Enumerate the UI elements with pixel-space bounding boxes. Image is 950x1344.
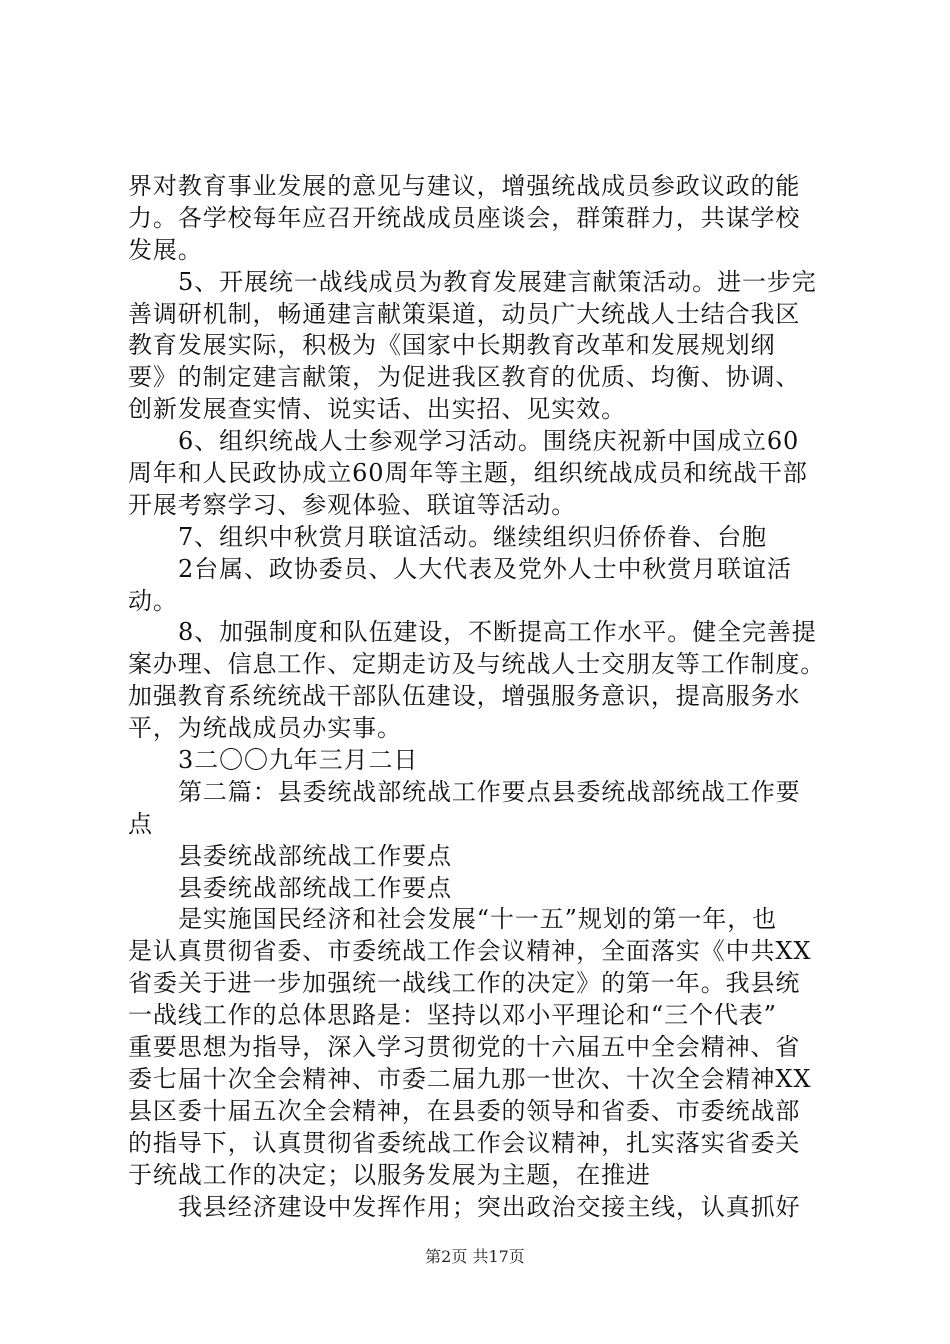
text-line: 第二篇：县委统战部统战工作要点县委统战部统战工作要 — [178, 777, 801, 806]
text-line: 的指导下，认真贯彻省委统战工作会议精神，扎实落实省委关 — [128, 1128, 801, 1157]
text-line: 点 — [128, 809, 153, 838]
text-line: 重要思想为指导，深入学习贯彻党的十六届五中全会精神、省 — [128, 1033, 801, 1062]
text-line: 委七届十次全会精神、市委二届九那一世次、十次全会精神XX — [128, 1064, 812, 1093]
text-line: 创新发展查实情、说实话、出实招、见实效。 — [128, 395, 626, 424]
text-line: 是认真贯彻省委、市委统战工作会议精神，全面落实《中共XX — [128, 937, 812, 966]
text-line: 3二〇〇九年三月二日 — [178, 746, 419, 775]
text-line: 教育发展实际，积极为《国家中长期教育改革和发展规划纲 — [128, 331, 776, 360]
text-line: 县委统战部统战工作要点 — [178, 841, 452, 870]
text-line: 我县经济建设中发挥作用；突出政治交接主线，认真抓好 — [178, 1192, 801, 1221]
text-line: 是实施国民经济和社会发展“十一五”规划的第一年，也 — [178, 905, 778, 934]
text-line: 周年和人民政协成立60周年等主题，组织统战成员和统战干部 — [128, 459, 808, 488]
text-line: 县委统战部统战工作要点 — [178, 873, 452, 902]
text-line: 8、加强制度和队伍建设，不断提高工作水平。健全完善提 — [178, 618, 817, 647]
text-line: 7、组织中秋赏月联谊活动。继续组织归侨侨眷、台胞 — [178, 522, 767, 551]
text-line: 2台属、政协委员、人大代表及党外人士中秋赏月联谊活 — [178, 554, 792, 583]
text-line: 动。 — [128, 586, 178, 615]
text-line: 开展考察学习、参观体验、联谊等活动。 — [128, 490, 577, 519]
text-line: 县区委十届五次全会精神，在县委的领导和省委、市委统战部 — [128, 1096, 801, 1125]
text-line: 力。各学校每年应召开统战成员座谈会，群策群力，共谋学校 — [128, 203, 801, 232]
text-line: 加强教育系统统战干部队伍建设，增强服务意识，提高服务水 — [128, 682, 801, 711]
text-line: 案办理、信息工作、定期走访及与统战人士交朋友等工作制度。 — [128, 650, 826, 679]
text-line: 善调研机制，畅通建言献策渠道，动员广大统战人士结合我区 — [128, 299, 801, 328]
text-line: 省委关于进一步加强统一战线工作的决定》的第一年。我县统 — [128, 969, 801, 998]
page-footer: 第2页 共17页 — [425, 1247, 525, 1266]
text-line: 于统战工作的决定；以服务发展为主题，在推进 — [128, 1160, 651, 1189]
text-line: 发展。 — [128, 235, 203, 264]
text-line: 平，为统战成员办实事。 — [128, 714, 402, 743]
text-line: 一战线工作的总体思路是：坚持以邓小平理论和“三个代表” — [128, 1001, 777, 1030]
text-line: 界对教育事业发展的意见与建议，增强统战成员参政议政的能 — [128, 172, 801, 200]
text-line: 5、开展统一战线成员为教育发展建言献策活动。进一步完 — [178, 267, 817, 296]
text-line: 要》的制定建言献策，为促进我区教育的优质、均衡、协调、 — [128, 363, 801, 392]
text-line: 6、组织统战人士参观学习活动。围绕庆祝新中国成立60 — [178, 427, 800, 456]
document-body — [128, 171, 838, 1223]
